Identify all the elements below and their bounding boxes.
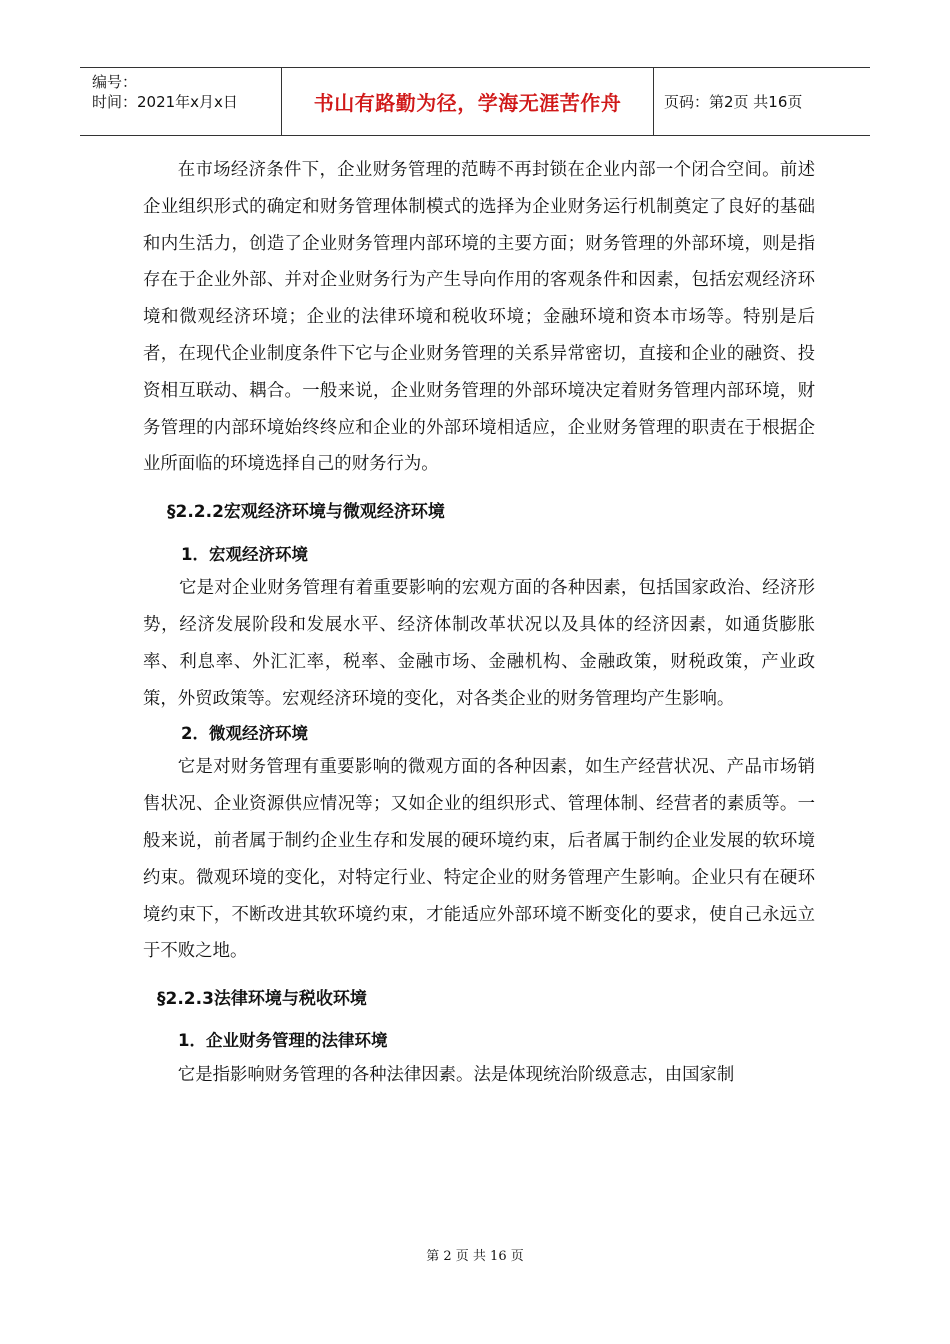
header-motto: 书山有路勤为径，学海无涯苦作舟 bbox=[282, 68, 654, 135]
header-meta bbox=[80, 68, 282, 135]
subheading-micro: 2．微观经济环境 bbox=[181, 724, 308, 744]
section-heading-222: §2.2.2宏观经济环境与微观经济环境 bbox=[167, 502, 445, 523]
header-page-info: 页码：第2页 共16页 bbox=[664, 93, 803, 111]
subheading-legal: 1．企业财务管理的法律环境 bbox=[178, 1031, 388, 1051]
intro-paragraph: 在市场经济条件下，企业财务管理的范畴不再封锁在企业内部一个闭合空间。前述企业组织形式的确定和财务管理体制模式的选择为企业财务运行机制奠定了良好的基础和内生活力，创造了企业财务管理内部环境的主要方面；财务管理的外部环境，则是指存在于企业外部、并对企业财务行为产生导向作用的客观条件和因素，包括宏观经济环境和微观经济环境；企业的法律环境和税收环境；金融环境和资本市场等。特别是后者，在现代企业制度条件下它与企业财务管理的关系异常密切，直接和企业的融资、投资相互联动、耦合。一般来说，企业财务管理的外部环境决定着财务管理内部环境，财务管理的内部环境始终终应和企业的外部环境相适应，企业财务管理的职责在于根据企业所面临的环境选择自己的财务行为。 bbox=[143, 160, 815, 475]
document-body bbox=[143, 152, 815, 1094]
legal-paragraph: 它是指影响财务管理的各种法律因素。法是体现统治阶级意志，由国家制 bbox=[177, 1065, 735, 1086]
micro-paragraph: 它是对财务管理有重要影响的微观方面的各种因素，如生产经营状况、产品市场销售状况、企业资源供应情况等；又如企业的组织形式、管理体制、经营者的素质等。一般来说，前者属于制约企业生存和发展的硬环境约束，后者属于制约企业发展的软环境约束。微观环境的变化，对特定行业、特定企业的财务管理产生影响。企业只有在硬环境约束下，不断改进其软环境约束，才能适应外部环境不断变化的要求，使自己永远立于不败之地。 bbox=[143, 757, 815, 962]
date-label: 时间：2021年x月x日 bbox=[92, 93, 238, 111]
section-heading-223: §2.2.3法律环境与税收环境 bbox=[157, 989, 367, 1010]
page-header bbox=[80, 67, 870, 136]
macro-paragraph: 它是对企业财务管理有着重要影响的宏观方面的各种因素，包括国家政治、经济形势，经济发展阶段和发展水平、经济体制改革状况以及具体的经济因素，如通货膨胀率、利息率、外汇汇率，税率、金融市场、金融机构、金融政策，财税政策，产业政策，外贸政策等。宏观经济环境的变化，对各类企业的财务管理均产生影响。 bbox=[143, 578, 815, 709]
number-label: 编号： bbox=[92, 73, 138, 91]
page-footer: 第 2 页 共 16 页 bbox=[426, 1249, 524, 1264]
subheading-macro: 1．宏观经济环境 bbox=[181, 545, 308, 565]
